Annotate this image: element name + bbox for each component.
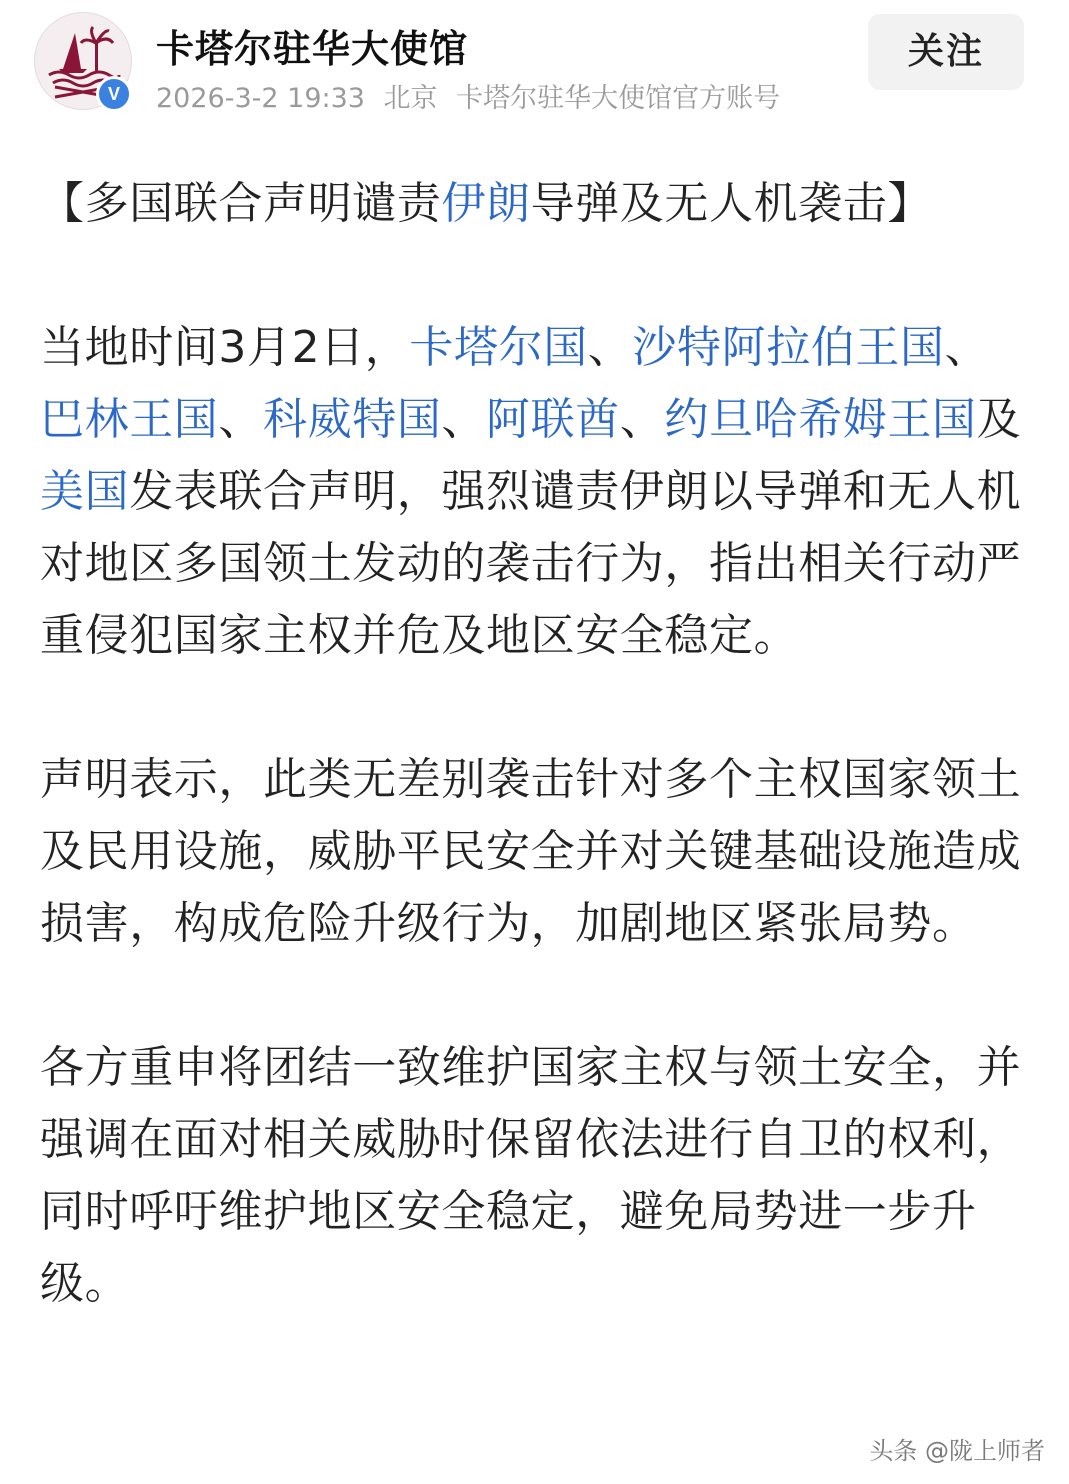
paragraph-1 [40,312,1030,672]
paragraph-3: 各方重申将团结一致维护国家主权与领土安全，并强调在面对相关威胁时保留依法进行自卫的权利，同时呼吁维护地区安全稳定，避免局势进一步升级。 [40,1042,1022,1309]
article-body [40,168,1030,1320]
link-jordan[interactable]: 约旦哈希姆王国 [664,394,977,445]
p1-sep-6: 及 [976,394,1022,445]
paragraph-2: 声明表示，此类无差别袭击针对多个主权国家领土及民用设施，威胁平民安全并对关键基础设施造成损害，构成危险升级行为，加剧地区紧张局势。 [40,754,1022,949]
watermark: 头条 @陇上师者 [869,1437,1045,1465]
p1-sep-1: 、 [587,322,633,373]
link-kuwait[interactable]: 科威特国 [263,394,442,445]
p1-sep-5: 、 [619,394,665,445]
account-description: 卡塔尔驻华大使馆官方账号 [456,83,781,114]
link-qatar[interactable]: 卡塔尔国 [409,322,588,373]
p1-sep-3: 、 [218,394,264,445]
follow-button[interactable]: 关注 [868,14,1024,90]
p1-text-2: 发表联合声明，强烈谴责伊朗以导弹和无人机对地区多国领土发动的袭击行为，指出相关行动严重侵犯国家主权并危及地区安全稳定。 [40,466,1022,661]
post-header [0,0,1069,130]
link-saudi-arabia[interactable]: 沙特阿拉伯王国 [632,322,945,373]
link-bahrain[interactable]: 巴林王国 [40,394,219,445]
link-uae[interactable]: 阿联酋 [486,394,620,445]
verified-badge-icon: V [96,76,132,112]
post-timestamp: 2026-3-2 19:33 [156,83,365,114]
p1-sep-4: 、 [441,394,487,445]
p1-text-1: 当地时间3月2日， [40,322,410,373]
link-usa[interactable]: 美国 [40,466,130,517]
title-text-2: 导弹及无人机袭击】 [530,178,933,229]
account-name[interactable]: 卡塔尔驻华大使馆 [156,27,469,71]
p1-sep-2: 、 [944,322,990,373]
article-title [40,168,1030,240]
title-link-iran[interactable]: 伊朗 [441,178,531,229]
title-text-1: 【多国联合声明谴责 [40,178,442,229]
post-location: 北京 [383,83,438,114]
post-meta [156,76,790,115]
